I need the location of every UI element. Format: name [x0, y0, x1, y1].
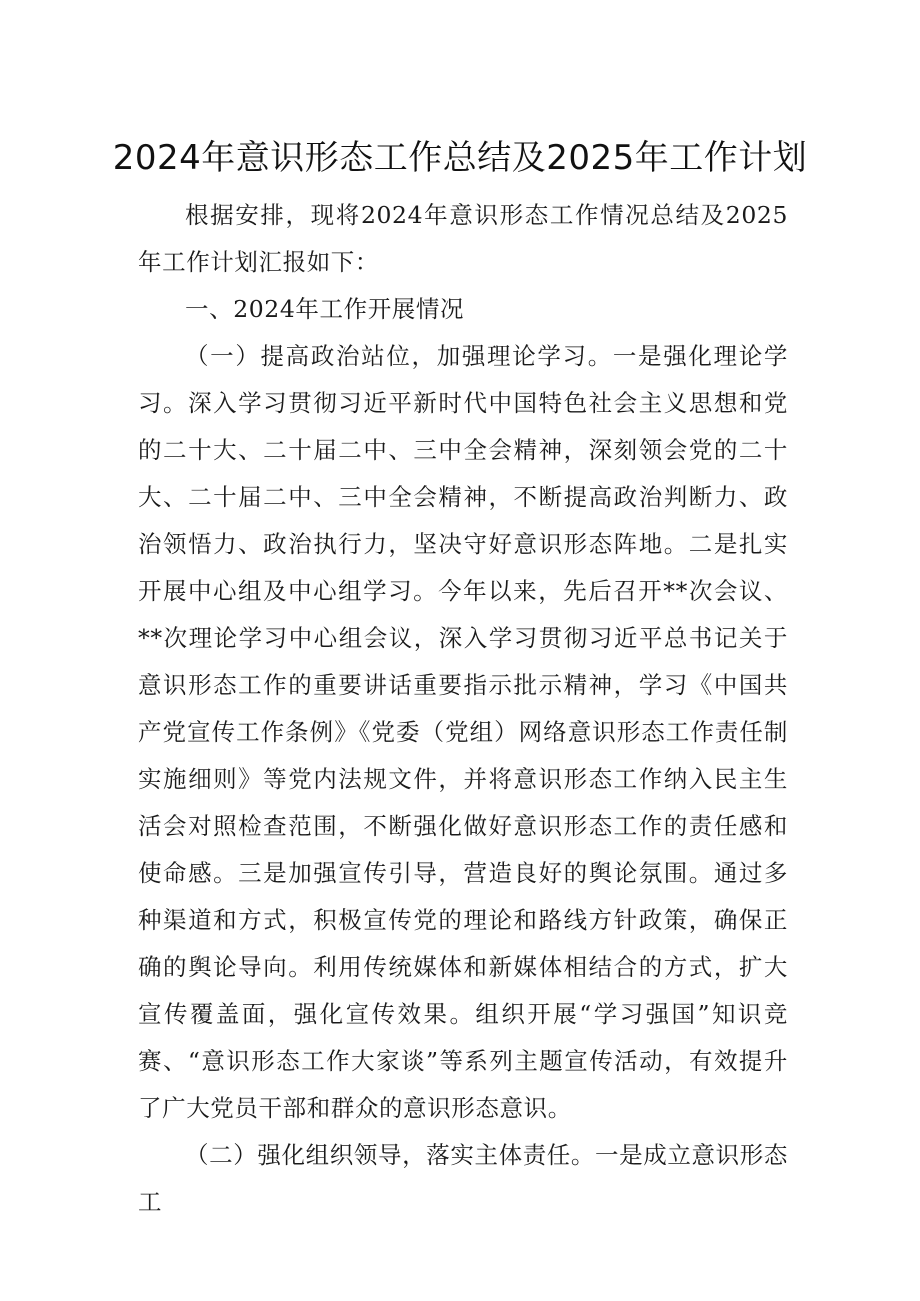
body-paragraph-2: （二）强化组织领导，落实主体责任。一是成立意识形态工	[138, 1141, 788, 1216]
section-heading: 一、2024年工作开展情况	[185, 295, 465, 323]
body-paragraph-1: （一）提高政治站位，加强理论学习。一是强化理论学习。深入学习贯彻习近平新时代中国特色社会主义思想和党的二十大、二十届二中、三中全会精神，深刻领会党的二十大、二十届二中、三中全会精神，不断提高政治判断力、政治领悟力、政治执行力，坚决守好意识形态阵地。二是扎实开展中心组及中心组学习。今年以来，先后召开**次会议、**次理论学习中心组会议，深入学习贯彻习近平总书记关于意识形态工作的重要讲话重要指示批示精神，学习《中国共产党宣传工作条例》《党委（党组）网络意识形态工作责任制实施细则》等党内法规文件，并将意识形态工作纳入民主生活会对照检查范围，不断强化做好意识形态工作的责任感和使命感。三是加强宣传引导，营造良好的舆论氛围。通过多种渠道和方式，积极宣传党的理论和路线方针政策，确保正确的舆论导向。利用传统媒体和新媒体相结合的方式，扩大宣传覆盖面，强化宣传效果。组织开展“学习强国”知识竞赛、“意识形态工作大家谈”等系列主题宣传活动，有效提升了广大党员干部和群众的意识形态意识。	[138, 342, 788, 1122]
document-title: 2024年意识形态工作总结及2025年工作计划	[112, 138, 808, 178]
document-body	[138, 192, 788, 1226]
intro-paragraph: 根据安排，现将2024年意识形态工作情况总结及2025年工作计划汇报如下：	[138, 201, 788, 276]
